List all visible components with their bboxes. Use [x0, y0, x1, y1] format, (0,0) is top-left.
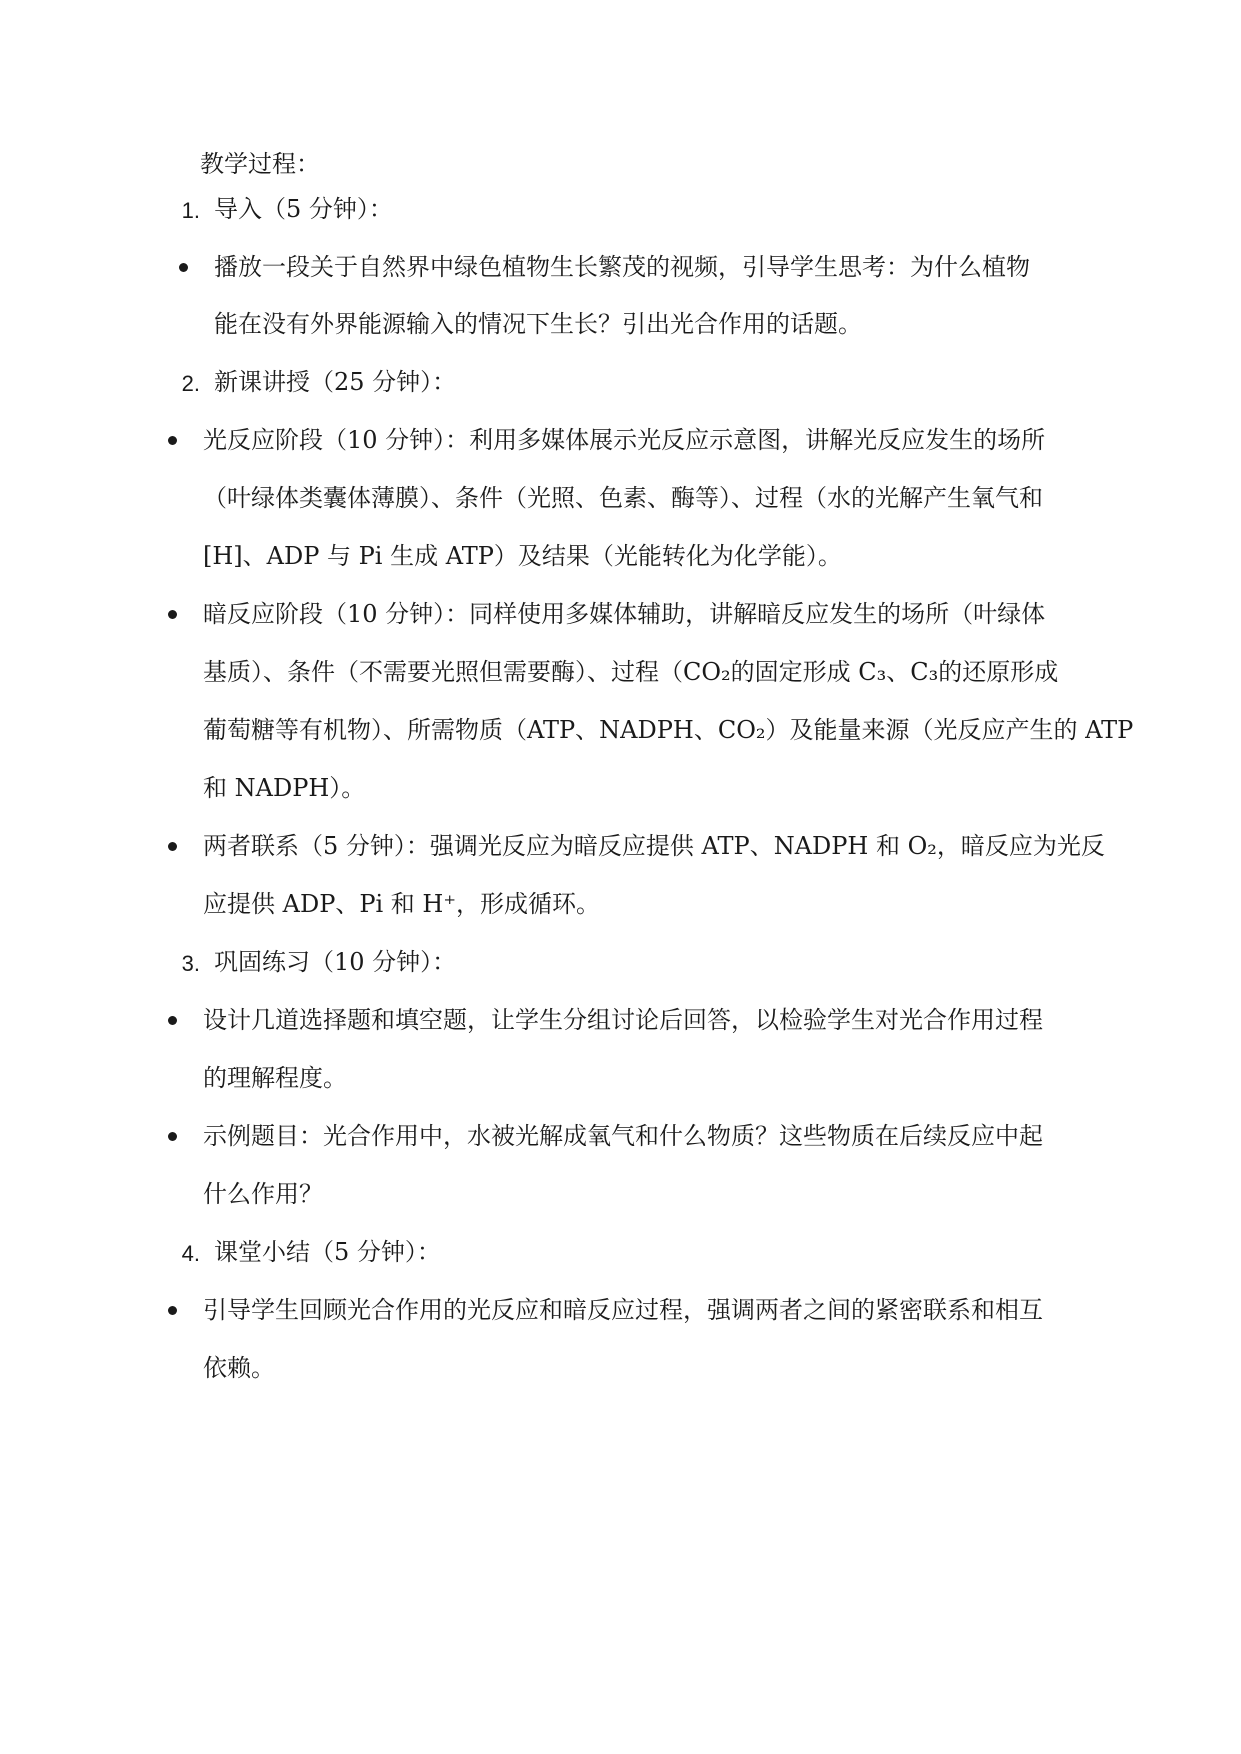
paragraph-line: 设计几道选择题和填空题，让学生分组讨论后回答，以检验学生对光合作用过程: [203, 1006, 1043, 1034]
paragraph-line: 引导学生回顾光合作用的光反应和暗反应过程，强调两者之间的紧密联系和相互: [203, 1296, 1043, 1324]
bullet-dot-icon: [168, 436, 177, 445]
paragraph-line: 葡萄糖等有机物）、所需物质（ATP、NADPH、CO₂）及能量来源（光反应产生的 ATP: [203, 716, 1134, 744]
section-number: 3.: [181, 951, 200, 976]
section-title: 导入（5 分钟）：: [214, 195, 393, 223]
paragraph-line: 基质）、条件（不需要光照但需要酶）、过程（CO₂的固定形成 C₃、C₃的还原形成: [203, 658, 1059, 686]
bullet-dot-icon: [168, 1306, 177, 1315]
section-number: 4.: [181, 1241, 200, 1266]
paragraph-line: （叶绿体类囊体薄膜）、条件（光照、色素、酶等）、过程（水的光解产生氧气和: [203, 484, 1043, 512]
paragraph-line: 示例题目：光合作用中，水被光解成氧气和什么物质？这些物质在后续反应中起: [203, 1122, 1043, 1150]
section-number: 2.: [181, 371, 200, 396]
paragraph-line: 能在没有外界能源输入的情况下生长？引出光合作用的话题。: [214, 310, 862, 338]
bullet-dot-icon: [168, 610, 177, 619]
paragraph-line: 和 NADPH）。: [203, 774, 366, 802]
bullet-dot-icon: [168, 842, 177, 851]
document-heading: 教学过程：: [200, 150, 320, 178]
paragraph-line: 应提供 ADP、Pi 和 H⁺，形成循环。: [203, 890, 601, 918]
bullet-dot-icon: [168, 1132, 177, 1141]
section-title: 课堂小结（5 分钟）：: [214, 1238, 441, 1266]
paragraph-line: 的理解程度。: [203, 1064, 347, 1092]
paragraph-line: 播放一段关于自然界中绿色植物生长繁茂的视频，引导学生思考：为什么植物: [214, 253, 1030, 281]
section-title: 新课讲授（25 分钟）：: [214, 368, 457, 396]
bullet-dot-icon: [168, 1016, 177, 1025]
paragraph-line: 依赖。: [203, 1354, 275, 1382]
section-title: 巩固练习（10 分钟）：: [214, 948, 457, 976]
paragraph-line: 暗反应阶段（10 分钟）：同样使用多媒体辅助，讲解暗反应发生的场所（叶绿体: [203, 600, 1046, 628]
paragraph-line: 光反应阶段（10 分钟）：利用多媒体展示光反应示意图，讲解光反应发生的场所: [203, 426, 1046, 454]
paragraph-line: 什么作用？: [203, 1180, 323, 1208]
section-number: 1.: [181, 198, 200, 223]
paragraph-line: 两者联系（5 分钟）：强调光反应为暗反应提供 ATP、NADPH 和 O₂，暗反应为光反: [203, 832, 1105, 860]
paragraph-line: [H]、ADP 与 Pi 生成 ATP）及结果（光能转化为化学能）。: [203, 542, 842, 570]
bullet-dot-icon: [179, 263, 188, 272]
